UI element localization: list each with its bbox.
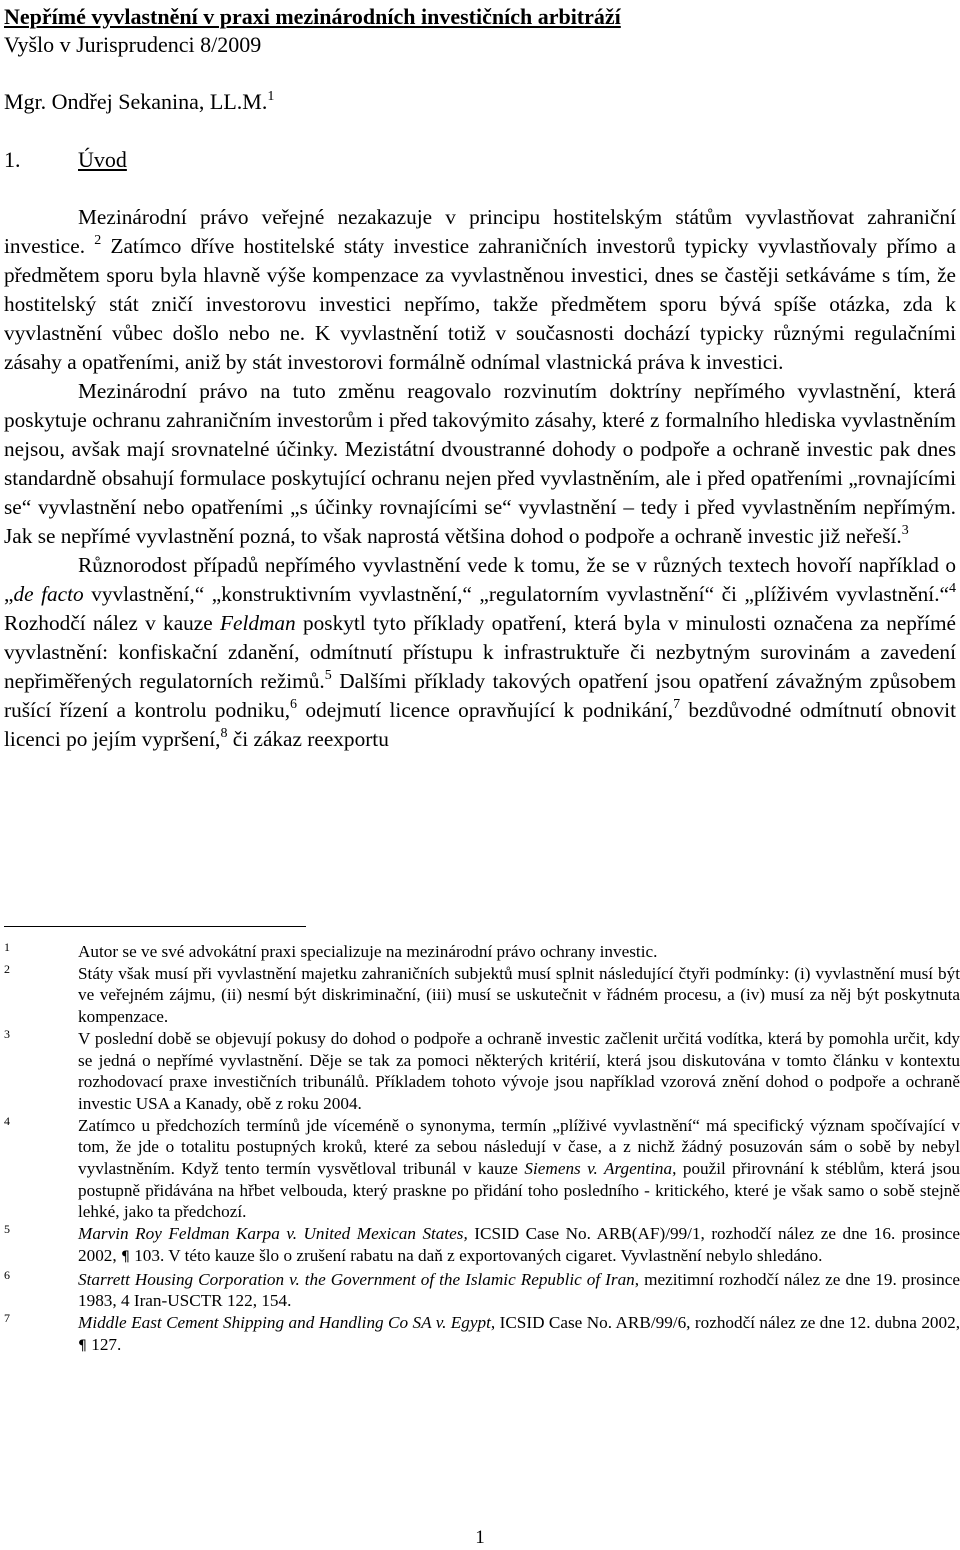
footnote-ref[interactable]: 4: [948, 581, 956, 596]
author-name: Mgr. Ondřej Sekanina, LL.M.: [4, 89, 268, 114]
footnote-number: 1: [4, 940, 10, 954]
footnote-text: Marvin Roy Feldman Karpa v. United Mexican States, ICSID Case No. ARB(AF)/99/1, rozhodčí nález ze dne 16. prosince 2002, ¶ 103. V této kauze šlo o zrušení rabatu na daň z exportovaných cigaret. Vyvlastnění nebylo shledáno.: [78, 1224, 960, 1265]
footnote-ref[interactable]: 7: [673, 697, 681, 712]
paragraph: Různorodost případů nepřímého vyvlastnění vede k tomu, že se v různých textech hovoří například o „de facto vyvlastnění,“ „konstruktivním vyvlastnění,“ „regulatorním vyvlastnění“ či „plíživém vyvlastnění.“$^4$ Rozhodčí nález v kauze Feldman poskytl tyto příklady opatření, která byla v minulosti označena za nepřímé vyvlastnění: konfiskační zdanění, odmítnutí přístupu k infrastruktuře či nezbytným surovinám a zavedení nepřiměřených regulatorních režimů.$^5$ Dalšími příklady takových opatření jsou opatření závažným způsobem rušící řízení a kontrolu podniku,$^6$ odejmutí licence opravňující k podnikání,$^7$ bezdůvodné odmítnutí obnovit licenci po jejím vypršení,$^8$ či zákaz reexportu: [4, 553, 957, 751]
footnote-7: [4, 1312, 960, 1357]
footnote-number: 3: [4, 1026, 10, 1041]
pilcrow-icon: ¶: [78, 1337, 87, 1354]
footnotes: [4, 941, 960, 1357]
footnote-1: [4, 941, 960, 963]
body-text: [4, 203, 956, 754]
section-title: Úvod: [78, 147, 127, 172]
footnote-separator: [4, 926, 306, 927]
paragraph: Mezinárodní právo veřejné nezakazuje v principu hostitelským státům vyvlastňovat zahraniční investice. $^2$ Zatímco dříve hostitelské státy investice zahraničních investorů typicky vyvlastňovaly přímo a předmětem sporu byla hlavně výše kompenzace za vyvlastněnou investici, dnes se častěji setkáváme s tím, že hostitelský stát zničí investorovu investici nepřímo, takže předmětem sporu bývá spíše otázka, zda k vyvlastnění vůbec došlo nebo ne. K vyvlastnění totiž v současnosti dochází typicky různými regulačními zásahy a opatřeními, aniž by stát investorovi formálně odnímal vlastnická práva k investici.: [4, 205, 957, 374]
footnote-number: 4: [4, 1113, 10, 1128]
article-title: Nepřímé vyvlastnění v praxi mezinárodních investičních arbitráží: [4, 4, 621, 29]
footnote-ref[interactable]: 3: [901, 523, 909, 538]
footnote-6: [4, 1269, 960, 1312]
footnote-number: 6: [4, 1267, 10, 1282]
footnote-ref[interactable]: 8: [220, 726, 228, 741]
footnote-text: Státy však musí při vyvlastnění majetku zahraničních subjektů musí splnit následující čtyři podmínky: (i) vyvlastnění musí být ve veřejném zájmu, (ii) nesmí být diskriminační, (iii) musí se uskutečnit v řádném procesu, a (iv) musí za něj být poskytnuta kompenzace.: [78, 963, 960, 1027]
footnote-5: [4, 1223, 960, 1268]
footnote-number: 5: [4, 1222, 10, 1237]
footnote-text: Starrett Housing Corporation v. the Government of the Islamic Republic of Iran, mezitimní rozhodčí nález ze dne 19. prosince 1983, 4 Iran-USCTR 122, 154.: [78, 1269, 960, 1311]
footnote-number: 7: [4, 1310, 10, 1325]
section-number: 1.: [4, 147, 21, 172]
paragraph: Mezinárodní právo na tuto změnu reagovalo rozvinutím doktríny nepřímého vyvlastnění, která poskytuje ochranu zahraničním investorům i před takovýmito zásahy, které z formalního hlediska vyvlastněním nejsou, avšak mají srovnatelné účinky. Mezistátní dvoustranné dohody o podpoře a ochraně investic pak dnes standardně obsahují formulace poskytující ochranu nejen před vyvlastněním, ale i před opatřeními „rovnajícími se“ vyvlastnění nebo opatřeními „s účinky rovnajícími se“ vyvlastnění – tedy i před vyvlastněním nepřímým. Jak se nepřímé vyvlastnění pozná, to však naprostá většina dohod o podpoře a ochraně investic již neřeší.$^3$: [4, 379, 956, 548]
footnote-number: 2: [4, 961, 10, 976]
footnote-text: Middle East Cement Shipping and Handling Co SA v. Egypt, ICSID Case No. ARB/99/6, rozhodčí nález ze dne 12. dubna 2002, ¶ 127.: [78, 1312, 960, 1354]
footnote-text: Autor se ve své advokátní praxi specializuje na mezinárodní právo ochrany investic.: [78, 942, 658, 961]
section-heading: [4, 146, 127, 174]
footnote-text: V poslední době se objevují pokusy do dohod o podpoře a ochraně investic začlenit určitá vodítka, která by pomohla určit, kdy se jedná o nepřímé vyvlastnění. Děje se tak za pomoci některých kritérií, která jsou diskutována v tomto článku v kontextu rozhodovací praxe investičních tribunálů. Příkladem tohoto vývoje jsou například vzorová znění dohod o podpoře a ochraně investic USA a Kanady, obě z roku 2004.: [78, 1028, 960, 1113]
footnote-4: [4, 1115, 960, 1224]
pilcrow-icon: ¶: [120, 1248, 130, 1265]
footnote-ref[interactable]: 2: [94, 233, 102, 248]
page-number: 1: [475, 1527, 485, 1548]
footnote-text: Zatímco u předchozích termínů jde víceméně o synonyma, termín „plíživé vyvlastnění“ má specifický význam spočívající v tom, že jde o totalitu postupných kroků, které za sebou následují v čase, a z nichž žádný posuzován sám o sobě by nebyl vyvlastněním. Když tento termín vysvětloval tribunál v kauze Siemens v. Argentina, použil přirovnání k stéblům, která jsou postupně přidávána na hřbet velbouda, který praskne po přidání toho posledního - kritického, které je však samo o sobě stejně lehké, jako ta předchozí.: [78, 1115, 960, 1222]
footnote-ref[interactable]: 6: [290, 697, 298, 712]
footnote-ref[interactable]: 1: [267, 89, 275, 104]
publication-note: Vyšlo v Jurisprudenci 8/2009: [4, 32, 262, 57]
document-header: [4, 3, 956, 59]
footnote-ref[interactable]: 5: [324, 668, 332, 683]
footnote-2: [4, 963, 960, 1028]
footnote-3: [4, 1028, 960, 1115]
author-line: [4, 88, 274, 116]
